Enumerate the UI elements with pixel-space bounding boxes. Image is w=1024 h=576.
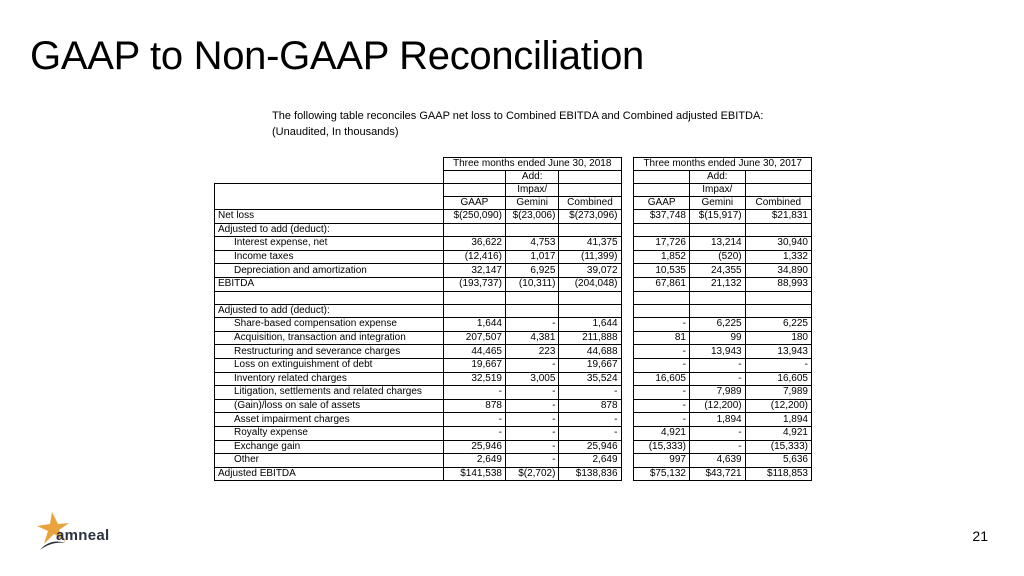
row-value: 32,519 xyxy=(443,372,505,386)
row-value: 4,639 xyxy=(689,454,745,468)
gaap-header-2018: GAAP xyxy=(443,197,505,210)
row-value: $43,721 xyxy=(689,467,745,481)
combined-header-2017: Combined xyxy=(745,197,811,210)
table-row xyxy=(215,440,812,454)
row-value: 10,535 xyxy=(634,264,690,278)
row-value xyxy=(559,223,621,237)
row-value: $(23,006) xyxy=(505,210,558,224)
row-value: 211,888 xyxy=(559,331,621,345)
row-value: 81 xyxy=(634,331,690,345)
row-value: 878 xyxy=(443,399,505,413)
row-value: 35,524 xyxy=(559,372,621,386)
row-value: 25,946 xyxy=(559,440,621,454)
row-value: 1,894 xyxy=(745,413,811,427)
row-label: Adjusted to add (deduct): xyxy=(215,304,444,318)
gemini-header-2017: Gemini xyxy=(689,197,745,210)
row-label: Inventory related charges xyxy=(215,372,444,386)
row-label: Depreciation and amortization xyxy=(215,264,444,278)
table-row xyxy=(215,331,812,345)
row-value xyxy=(634,304,690,318)
row-value: 207,507 xyxy=(443,331,505,345)
intro-text xyxy=(272,108,763,140)
row-label: Exchange gain xyxy=(215,440,444,454)
page-number: 21 xyxy=(972,528,988,544)
row-value: 25,946 xyxy=(443,440,505,454)
row-value: (10,311) xyxy=(505,277,558,291)
row-value: - xyxy=(443,386,505,400)
row-value: 4,921 xyxy=(634,426,690,440)
row-label: Restructuring and severance charges xyxy=(215,345,444,359)
row-value: 41,375 xyxy=(559,237,621,251)
row-value: (520) xyxy=(689,250,745,264)
combined-header-2018: Combined xyxy=(559,197,621,210)
table-row xyxy=(215,345,812,359)
row-value: 24,355 xyxy=(689,264,745,278)
row-value xyxy=(443,223,505,237)
row-value: 13,943 xyxy=(745,345,811,359)
gaap-header-2017: GAAP xyxy=(634,197,690,210)
row-label: Litigation, settlements and related charges xyxy=(215,386,444,400)
row-value: 16,605 xyxy=(634,372,690,386)
row-label: (Gain)/loss on sale of assets xyxy=(215,399,444,413)
row-value xyxy=(505,291,558,304)
row-value: 997 xyxy=(634,454,690,468)
add-label-2018: Add: xyxy=(505,171,558,184)
table-row xyxy=(215,250,812,264)
row-value: 1,852 xyxy=(634,250,690,264)
row-value: 1,332 xyxy=(745,250,811,264)
reconciliation-table xyxy=(214,157,812,481)
table-row xyxy=(215,277,812,291)
row-value: - xyxy=(745,358,811,372)
row-label: Share-based compensation expense xyxy=(215,318,444,332)
row-label: Acquisition, transaction and integration xyxy=(215,331,444,345)
table-row xyxy=(215,454,812,468)
row-value: $75,132 xyxy=(634,467,690,481)
row-value: 32,147 xyxy=(443,264,505,278)
row-value xyxy=(443,304,505,318)
row-value: 1,894 xyxy=(689,413,745,427)
row-value: 6,925 xyxy=(505,264,558,278)
row-value: 34,890 xyxy=(745,264,811,278)
row-value xyxy=(689,291,745,304)
row-value: 36,622 xyxy=(443,237,505,251)
intro-line-2: (Unaudited, In thousands) xyxy=(272,126,399,138)
row-value: - xyxy=(505,426,558,440)
row-label: Income taxes xyxy=(215,250,444,264)
table-row xyxy=(215,399,812,413)
row-value: 3,005 xyxy=(505,372,558,386)
header-row-columns xyxy=(215,197,812,210)
row-value xyxy=(443,291,505,304)
row-value: 878 xyxy=(559,399,621,413)
header-row-impax xyxy=(215,184,812,197)
row-value: $118,853 xyxy=(745,467,811,481)
row-value: - xyxy=(689,358,745,372)
row-value: 99 xyxy=(689,331,745,345)
row-value: - xyxy=(689,372,745,386)
row-value: - xyxy=(505,454,558,468)
header-row-add xyxy=(215,171,812,184)
row-value xyxy=(689,223,745,237)
table-row xyxy=(215,467,812,481)
row-value: $(15,917) xyxy=(689,210,745,224)
row-label: Net loss xyxy=(215,210,444,224)
row-value: 6,225 xyxy=(689,318,745,332)
row-value: - xyxy=(559,413,621,427)
table-row xyxy=(215,304,812,318)
row-label: EBITDA xyxy=(215,277,444,291)
row-value xyxy=(745,304,811,318)
row-value: $(273,096) xyxy=(559,210,621,224)
row-label: Other xyxy=(215,454,444,468)
row-value: 1,644 xyxy=(559,318,621,332)
row-value: (204,048) xyxy=(559,277,621,291)
row-value: - xyxy=(505,413,558,427)
row-value: 7,989 xyxy=(689,386,745,400)
row-value: $(250,090) xyxy=(443,210,505,224)
row-value: $141,538 xyxy=(443,467,505,481)
row-value: $(2,702) xyxy=(505,467,558,481)
table-row xyxy=(215,291,812,304)
row-value: 21,132 xyxy=(689,277,745,291)
row-label: Adjusted EBITDA xyxy=(215,467,444,481)
row-value: 1,017 xyxy=(505,250,558,264)
row-value xyxy=(689,304,745,318)
row-label: Interest expense, net xyxy=(215,237,444,251)
row-value: 44,465 xyxy=(443,345,505,359)
row-value xyxy=(745,291,811,304)
row-value: 4,921 xyxy=(745,426,811,440)
row-value: - xyxy=(505,399,558,413)
row-value: - xyxy=(559,386,621,400)
row-value: 2,649 xyxy=(443,454,505,468)
row-value: 6,225 xyxy=(745,318,811,332)
row-value: - xyxy=(505,358,558,372)
row-value: - xyxy=(443,413,505,427)
row-value: 7,989 xyxy=(745,386,811,400)
row-value: $21,831 xyxy=(745,210,811,224)
table-row xyxy=(215,372,812,386)
row-value: - xyxy=(634,358,690,372)
row-value: 2,649 xyxy=(559,454,621,468)
row-label: Royalty expense xyxy=(215,426,444,440)
row-value: (12,200) xyxy=(745,399,811,413)
row-value: (11,399) xyxy=(559,250,621,264)
table-row xyxy=(215,210,812,224)
row-label: Adjusted to add (deduct): xyxy=(215,223,444,237)
row-value: 13,943 xyxy=(689,345,745,359)
row-value: 13,214 xyxy=(689,237,745,251)
row-value: - xyxy=(559,426,621,440)
row-value: $37,748 xyxy=(634,210,690,224)
row-value: 67,861 xyxy=(634,277,690,291)
table-row xyxy=(215,264,812,278)
row-value: - xyxy=(689,426,745,440)
row-value: - xyxy=(634,399,690,413)
table-row xyxy=(215,318,812,332)
row-value: - xyxy=(505,318,558,332)
table-row xyxy=(215,358,812,372)
impax-label-2017: Impax/ xyxy=(689,184,745,197)
row-value: - xyxy=(689,440,745,454)
add-label-2017: Add: xyxy=(689,171,745,184)
impax-label-2018: Impax/ xyxy=(505,184,558,197)
row-value: 39,072 xyxy=(559,264,621,278)
row-value xyxy=(559,291,621,304)
row-value: 4,753 xyxy=(505,237,558,251)
intro-line-1: The following table reconciles GAAP net loss to Combined EBITDA and Combined adjusted EBITDA: xyxy=(272,110,764,122)
table-row xyxy=(215,237,812,251)
row-value: - xyxy=(505,386,558,400)
row-value: (12,200) xyxy=(689,399,745,413)
table-row xyxy=(215,223,812,237)
amneal-logo-text: amneal xyxy=(56,527,110,544)
row-value: - xyxy=(634,386,690,400)
table-row xyxy=(215,386,812,400)
row-value: 19,667 xyxy=(443,358,505,372)
row-value: (193,737) xyxy=(443,277,505,291)
row-value: (15,333) xyxy=(745,440,811,454)
row-value: - xyxy=(634,413,690,427)
row-value: - xyxy=(634,345,690,359)
row-value: 88,993 xyxy=(745,277,811,291)
row-value xyxy=(634,223,690,237)
row-label: Loss on extinguishment of debt xyxy=(215,358,444,372)
row-value: 4,381 xyxy=(505,331,558,345)
row-value: - xyxy=(505,440,558,454)
row-value xyxy=(559,304,621,318)
row-value: 5,636 xyxy=(745,454,811,468)
row-value: 16,605 xyxy=(745,372,811,386)
row-value xyxy=(634,291,690,304)
row-label xyxy=(215,291,444,304)
row-value xyxy=(505,304,558,318)
period-2018-header: Three months ended June 30, 2018 xyxy=(443,158,621,171)
row-value: 19,667 xyxy=(559,358,621,372)
table-row xyxy=(215,413,812,427)
row-value: 180 xyxy=(745,331,811,345)
row-value: 1,644 xyxy=(443,318,505,332)
row-label: Asset impairment charges xyxy=(215,413,444,427)
header-row-period xyxy=(215,158,812,171)
row-value xyxy=(745,223,811,237)
row-value: 44,688 xyxy=(559,345,621,359)
gemini-header-2018: Gemini xyxy=(505,197,558,210)
row-value: - xyxy=(443,426,505,440)
period-2017-header: Three months ended June 30, 2017 xyxy=(634,158,812,171)
row-value: 223 xyxy=(505,345,558,359)
row-value: 30,940 xyxy=(745,237,811,251)
slide-title: GAAP to Non-GAAP Reconciliation xyxy=(30,34,644,78)
row-value: - xyxy=(634,318,690,332)
table-body xyxy=(215,210,812,481)
row-value xyxy=(505,223,558,237)
row-value: $138,836 xyxy=(559,467,621,481)
row-value: (12,416) xyxy=(443,250,505,264)
table-row xyxy=(215,426,812,440)
row-value: (15,333) xyxy=(634,440,690,454)
row-value: 17,726 xyxy=(634,237,690,251)
